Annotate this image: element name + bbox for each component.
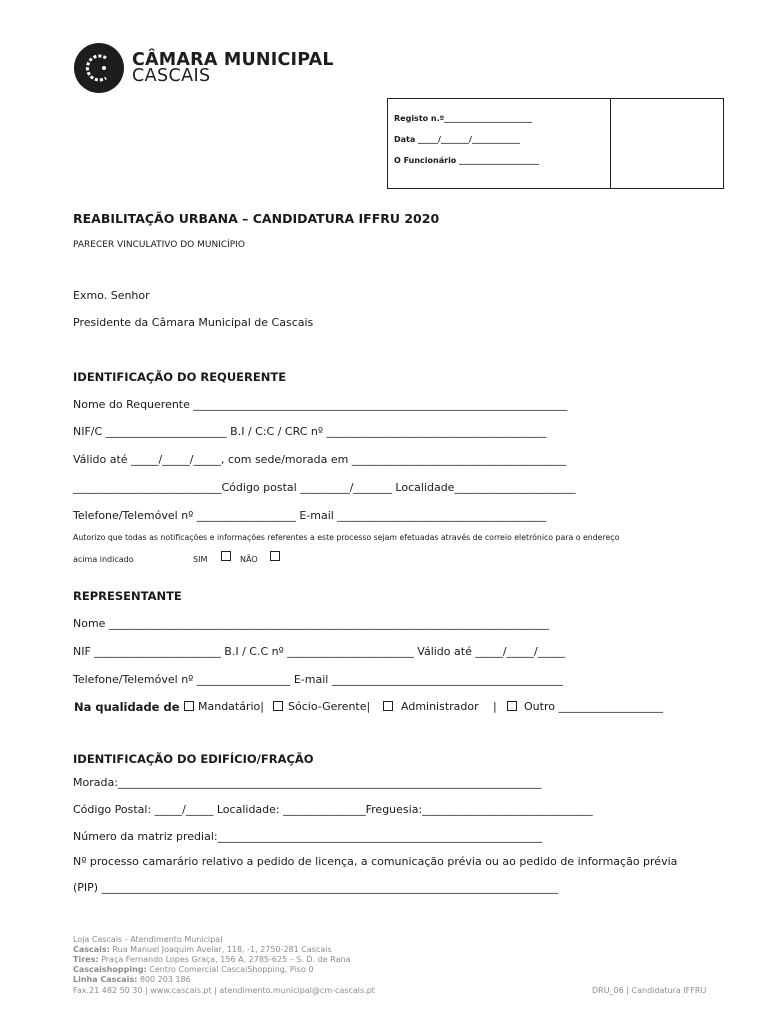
recipient: Presidente da Câmara Municipal de Cascais xyxy=(73,316,314,329)
data-field[interactable]: Data _____/_______/____________ xyxy=(394,135,520,144)
option-separator: | xyxy=(493,700,497,713)
document-code: DRU_06 | Candidatura IFFRU xyxy=(592,986,707,995)
requerente-nif-field[interactable]: NIF/C ______________________ B.I / C:C / CRC nº ________________________________________ xyxy=(73,425,547,438)
requerente-nome-field[interactable]: Nome do Requerente ____________________________________________________________________ xyxy=(73,398,568,411)
qualidade-label: Na qualidade de xyxy=(74,700,180,714)
nao-label: NÃO xyxy=(240,555,258,564)
matriz-field[interactable]: Número da matriz predial:___________________________________________________________ xyxy=(73,830,543,843)
document-subtitle: PARECER VINCULATIVO DO MUNICÍPIO xyxy=(73,240,245,250)
registo-box xyxy=(387,98,724,189)
footer-line-5: Linha Cascais: 800 203 186 xyxy=(73,975,191,984)
representante-telefone-field[interactable]: Telefone/Telemóvel nº _________________ E-mail __________________________________________ xyxy=(73,673,563,686)
footer-line-3: Tires: Praça Fernando Lopes Graça, 156 A, 2785-625 – S. D. de Rana xyxy=(73,955,351,964)
requerente-heading: IDENTIFICAÇÃO DO REQUERENTE xyxy=(73,370,287,384)
funcionario-field[interactable]: O Funcionário ____________________ xyxy=(394,156,540,165)
sim-checkbox[interactable] xyxy=(221,551,231,561)
administrador-label: Administrador xyxy=(401,700,479,713)
outro-checkbox[interactable] xyxy=(507,701,517,711)
autorizo-text: Autorizo que todas as notificações e informações referentes a este processo sejam efetuadas através de correio eletrónico para o endereço xyxy=(73,533,620,542)
socio-gerente-label: Sócio-Gerente| xyxy=(288,700,371,713)
logo-title: CÂMARA MUNICIPAL xyxy=(132,50,334,70)
requerente-telefone-field[interactable]: Telefone/Telemóvel nº __________________ E-mail ______________________________________ xyxy=(73,509,547,522)
footer-line-2: Cascais: Rua Manuel Joaquim Avelar, 118, -1, 2750-281 Cascais xyxy=(73,945,332,954)
administrador-checkbox[interactable] xyxy=(383,701,393,711)
box-divider xyxy=(610,99,611,188)
socio-gerente-checkbox[interactable] xyxy=(273,701,283,711)
mandatario-label: Mandatário| xyxy=(198,700,264,713)
requerente-valido-field[interactable]: Válido até _____/_____/_____, com sede/morada em _______________________________________ xyxy=(73,453,567,466)
mandatario-checkbox[interactable] xyxy=(184,701,194,711)
logo-subtitle: CASCAIS xyxy=(132,66,211,86)
representante-heading: REPRESENTANTE xyxy=(73,589,182,603)
nao-checkbox[interactable] xyxy=(270,551,280,561)
morada-field[interactable]: Morada:_____________________________________________________________________________ xyxy=(73,776,542,789)
sim-label: SIM xyxy=(193,555,208,564)
footer-line-6: Fax.21 482 50 30 | www.cascais.pt | atendimento.municipal@cm-cascais.pt xyxy=(73,986,375,995)
requerente-codigo-field[interactable]: ___________________________Código postal _________/_______ Localidade______________________ xyxy=(73,481,576,494)
footer-line-1: Loja Cascais - Atendimento Municipal xyxy=(73,935,223,944)
outro-field[interactable]: Outro ___________________ xyxy=(524,700,663,713)
pip-field[interactable]: (PIP) ___________________________________________________________________________________ xyxy=(73,881,559,894)
logo-emblem xyxy=(74,43,124,93)
representante-nif-field[interactable]: NIF _______________________ B.I / C.C nº _______________________ Válido até _____/_____/_____ xyxy=(73,645,566,658)
logo-c-icon xyxy=(74,43,124,93)
representante-nome-field[interactable]: Nome ________________________________________________________________________________ xyxy=(73,617,549,630)
registo-field[interactable]: Registo n.º______________________ xyxy=(394,114,533,123)
processo-text: Nº processo camarário relativo a pedido de licença, a comunicação prévia ou ao pedido de informação prévia xyxy=(73,855,678,868)
acima-text: acima indicado xyxy=(73,555,134,564)
salutation: Exmo. Senhor xyxy=(73,289,150,302)
codigo-postal-field[interactable]: Código Postal: _____/_____ Localidade: _______________Freguesia:_______________________________ xyxy=(73,803,593,816)
edificio-heading: IDENTIFICAÇÃO DO EDIFÍCIO/FRAÇÃO xyxy=(73,752,314,766)
document-title: REABILITAÇÃO URBANA – CANDIDATURA IFFRU 2020 xyxy=(73,211,440,226)
footer-line-4: Cascaishopping: Centro Comercial CascaiShopping, Piso 0 xyxy=(73,965,314,974)
